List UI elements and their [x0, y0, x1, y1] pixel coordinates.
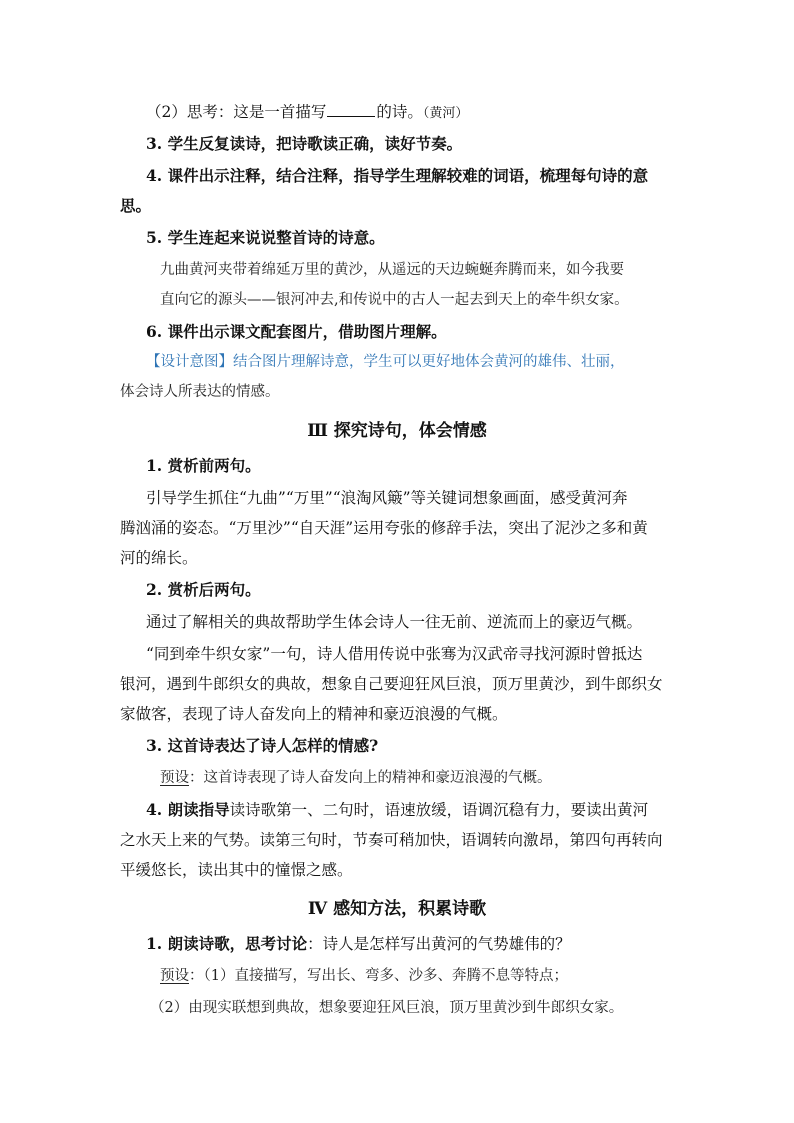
- section-3-item-1: 1. 赏析前两句。: [146, 456, 261, 475]
- step-6: 6. 课件出示课文配套图片，借助图片理解。: [146, 322, 447, 341]
- section-4-item-1: 1. 朗读诗歌，思考讨论：诗人是怎样写出黄河的气势雄伟的？: [146, 934, 571, 953]
- analysis-1-line-3: 河的绵长。: [120, 549, 198, 567]
- allusion-line-3: 家做客，表现了诗人奋发向上的精神和豪迈浪漫的气概。: [120, 705, 508, 723]
- allusion-line-2: 银河，遇到牛郎织女的典故，想象自己要迎狂风巨浪，顶万里黄沙，到牛郎织女: [120, 675, 663, 693]
- step-5: 5. 学生连起来说说整首诗的诗意。: [146, 228, 385, 247]
- reading-guide-line-3: 平缓悠长，读出其中的憧憬之感。: [120, 861, 353, 879]
- section-3-item-3: 3. 这首诗表达了诗人怎样的情感?: [146, 736, 379, 755]
- analysis-1-line-2: 腾汹涌的姿态。“万里沙”“自天涯”运用夸张的修辞手法，突出了泥沙之多和黄: [120, 519, 648, 537]
- preset-answer-3: 预设：这首诗表现了诗人奋发向上的精神和豪迈浪漫的气概。: [160, 770, 552, 786]
- preset-answer-1: 预设：（1）直接描写，写出长、弯多、沙多、奔腾不息等特点；: [160, 968, 568, 984]
- analysis-2-line-1: 通过了解相关的典故帮助学生体会诗人一往无前、逆流而上的豪迈气概。: [146, 613, 643, 631]
- preset-label: 预设: [160, 968, 189, 984]
- section-4-heading: Ⅳ 感知方法，积累诗歌: [307, 899, 487, 919]
- fill-blank: [327, 102, 375, 117]
- analysis-1-line-1: 引导学生抓住“九曲”“万里”“浪淘风簸”等关键词想象画面，感受黄河奔: [146, 489, 628, 507]
- design-intent-line-2: 体会诗人所表达的情感。: [120, 384, 280, 400]
- preset-label: 预设: [160, 770, 189, 786]
- step-4-line-1: 4. 课件出示注释，结合注释，指导学生理解较难的词语，梳理每句诗的意: [146, 166, 649, 185]
- discussion-label: 1. 朗读诗歌，思考讨论: [146, 934, 308, 953]
- preset-answer-2: （2）由现实联想到典故，想象要迎狂风巨浪，顶万里黄沙到牛郎织女家。: [150, 1000, 624, 1016]
- poem-meaning-line-2: 直向它的源头——银河冲去,和传说中的古人一起去到天上的牵牛织女家。: [160, 292, 629, 308]
- reading-guide-line-1: 4. 朗读指导读诗歌第一、二句时，语速放缓，语调沉稳有力，要读出黄河: [146, 800, 649, 819]
- question-2: （2）思考：这是一首描写 的诗。（黄河）: [146, 103, 469, 121]
- poem-meaning-line-1: 九曲黄河夹带着绵延万里的黄沙，从遥远的天边蜿蜒奔腾而来，如今我要: [160, 262, 624, 278]
- reading-guide-label: 4. 朗读指导: [146, 800, 230, 819]
- allusion-line-1: “同到牵牛织女家”一句，诗人借用传说中张骞为汉武帝寻找河源时曾抵达: [146, 645, 643, 663]
- design-intent-line-1: 【设计意图】结合图片理解诗意，学生可以更好地体会黄河的雄伟、壮丽，: [146, 354, 625, 370]
- step-3: 3. 学生反复读诗，把诗歌读正确，读好节奏。: [146, 134, 463, 153]
- reading-guide-line-2: 之水天上来的气势。读第三句时，节奏可稍加快，语调转向激昂，第四句再转向: [120, 831, 663, 849]
- answer-hint: （黄河）: [422, 106, 469, 121]
- section-3-heading: Ⅲ 探究诗句，体会情感: [307, 421, 487, 441]
- section-3-item-2: 2. 赏析后两句。: [146, 580, 261, 599]
- step-4-line-2: 思。: [120, 196, 152, 215]
